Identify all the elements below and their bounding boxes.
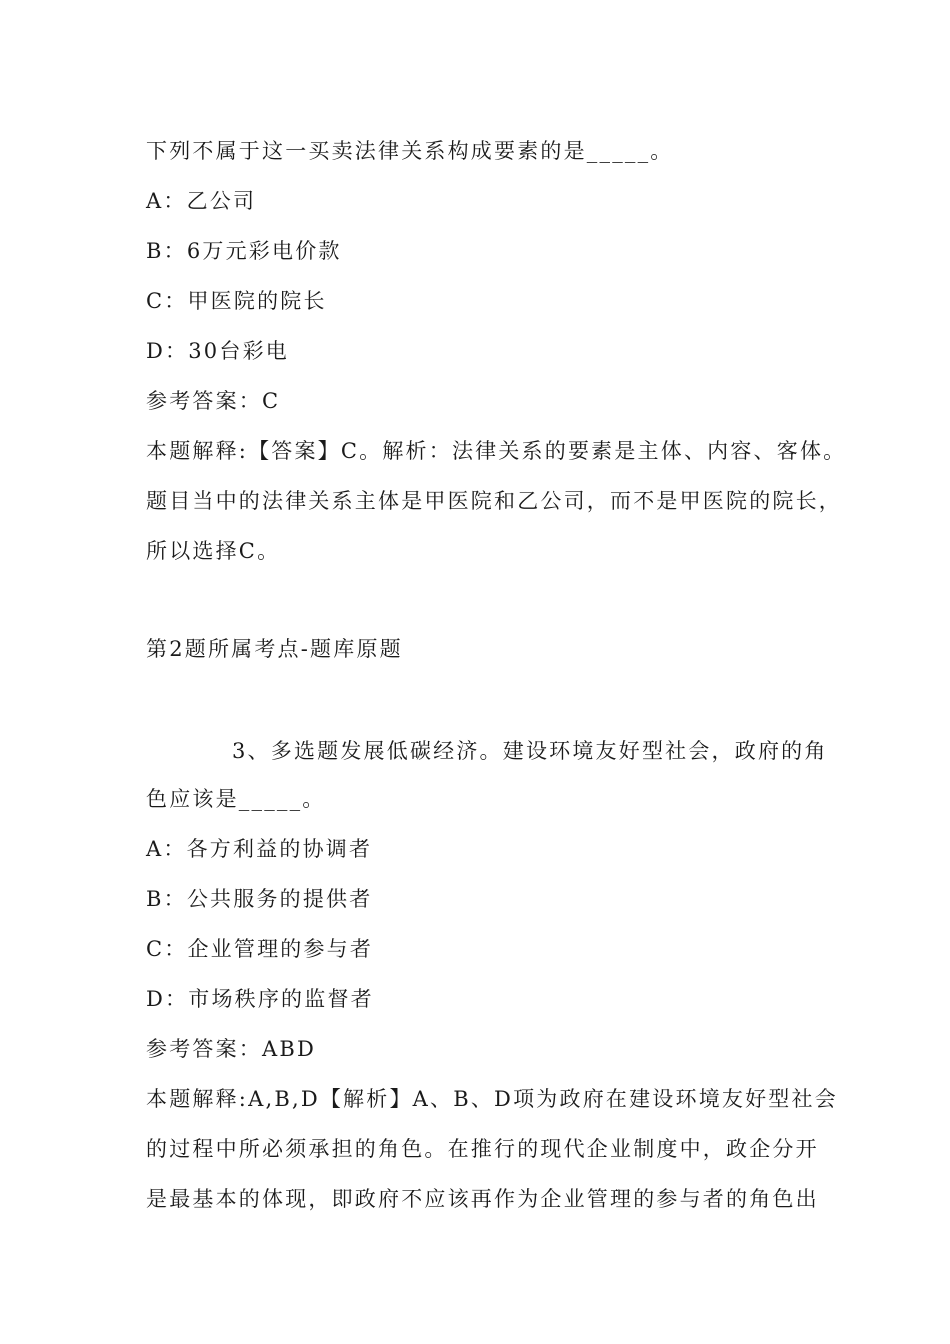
- answer-label: 参考答案：: [146, 1037, 262, 1061]
- answer-value: ABD: [262, 1037, 317, 1061]
- option-text: 6万元彩电价款: [186, 239, 342, 263]
- question3-explanation-line-3: 是最基本的体现，即政府不应该再作为企业管理的参与者的角色出: [146, 1187, 819, 1211]
- answer-label: 参考答案：: [146, 389, 262, 413]
- option-text: 公共服务的提供者: [186, 887, 373, 911]
- option-label: C: [146, 937, 165, 961]
- option-label: A: [146, 837, 164, 861]
- section-note: 第2题所属考点-题库原题: [146, 637, 403, 661]
- option-label: B: [146, 239, 164, 263]
- option-label: D: [146, 987, 166, 1011]
- question1-option-a: A：乙公司: [146, 189, 257, 213]
- question1-explanation-line-3: 所以选择C。: [146, 539, 281, 563]
- question3-stem-line-1: 3、多选题发展低碳经济。建设环境友好型社会，政府的角: [232, 739, 828, 763]
- option-text: 甲医院的院长: [187, 289, 327, 313]
- question1-option-d: D：30台彩电: [146, 339, 289, 363]
- option-label: D: [146, 339, 166, 363]
- question1-option-c: C：甲医院的院长: [146, 289, 327, 313]
- option-text: 各方利益的协调者: [186, 837, 373, 861]
- option-text: 30台彩电: [188, 339, 289, 363]
- option-label: C: [146, 289, 165, 313]
- question3-option-c: C：企业管理的参与者: [146, 937, 374, 961]
- option-text: 市场秩序的监督者: [188, 987, 374, 1011]
- option-label: A: [146, 189, 164, 213]
- question3-option-b: B：公共服务的提供者: [146, 887, 373, 911]
- question3-answer: [146, 1034, 316, 1064]
- question3-explanation-line-1: 本题解释:A,B,D【解析】A、B、D项为政府在建设环境友好型社会: [146, 1087, 838, 1111]
- question3-option-a: A：各方利益的协调者: [146, 837, 373, 861]
- question1-explanation-line-1: 本题解释:【答案】C。解析：法律关系的要素是主体、内容、客体。: [146, 439, 847, 463]
- option-text: 企业管理的参与者: [187, 937, 374, 961]
- question3-stem-line-2: 色应该是_____。: [146, 787, 326, 811]
- option-label: B: [146, 887, 164, 911]
- question1-answer: [146, 386, 280, 416]
- question1-option-b: B：6万元彩电价款: [146, 239, 342, 263]
- question3-option-d: D：市场秩序的监督者: [146, 987, 374, 1011]
- question1-stem: 下列不属于这一买卖法律关系构成要素的是_____。: [146, 139, 674, 163]
- question3-explanation-line-2: 的过程中所必须承担的角色。在推行的现代企业制度中，政企分开: [146, 1137, 819, 1161]
- question1-explanation-line-2: 题目当中的法律关系主体是甲医院和乙公司，而不是甲医院的院长，: [146, 489, 842, 513]
- option-text: 乙公司: [186, 189, 257, 213]
- answer-value: C: [262, 389, 281, 413]
